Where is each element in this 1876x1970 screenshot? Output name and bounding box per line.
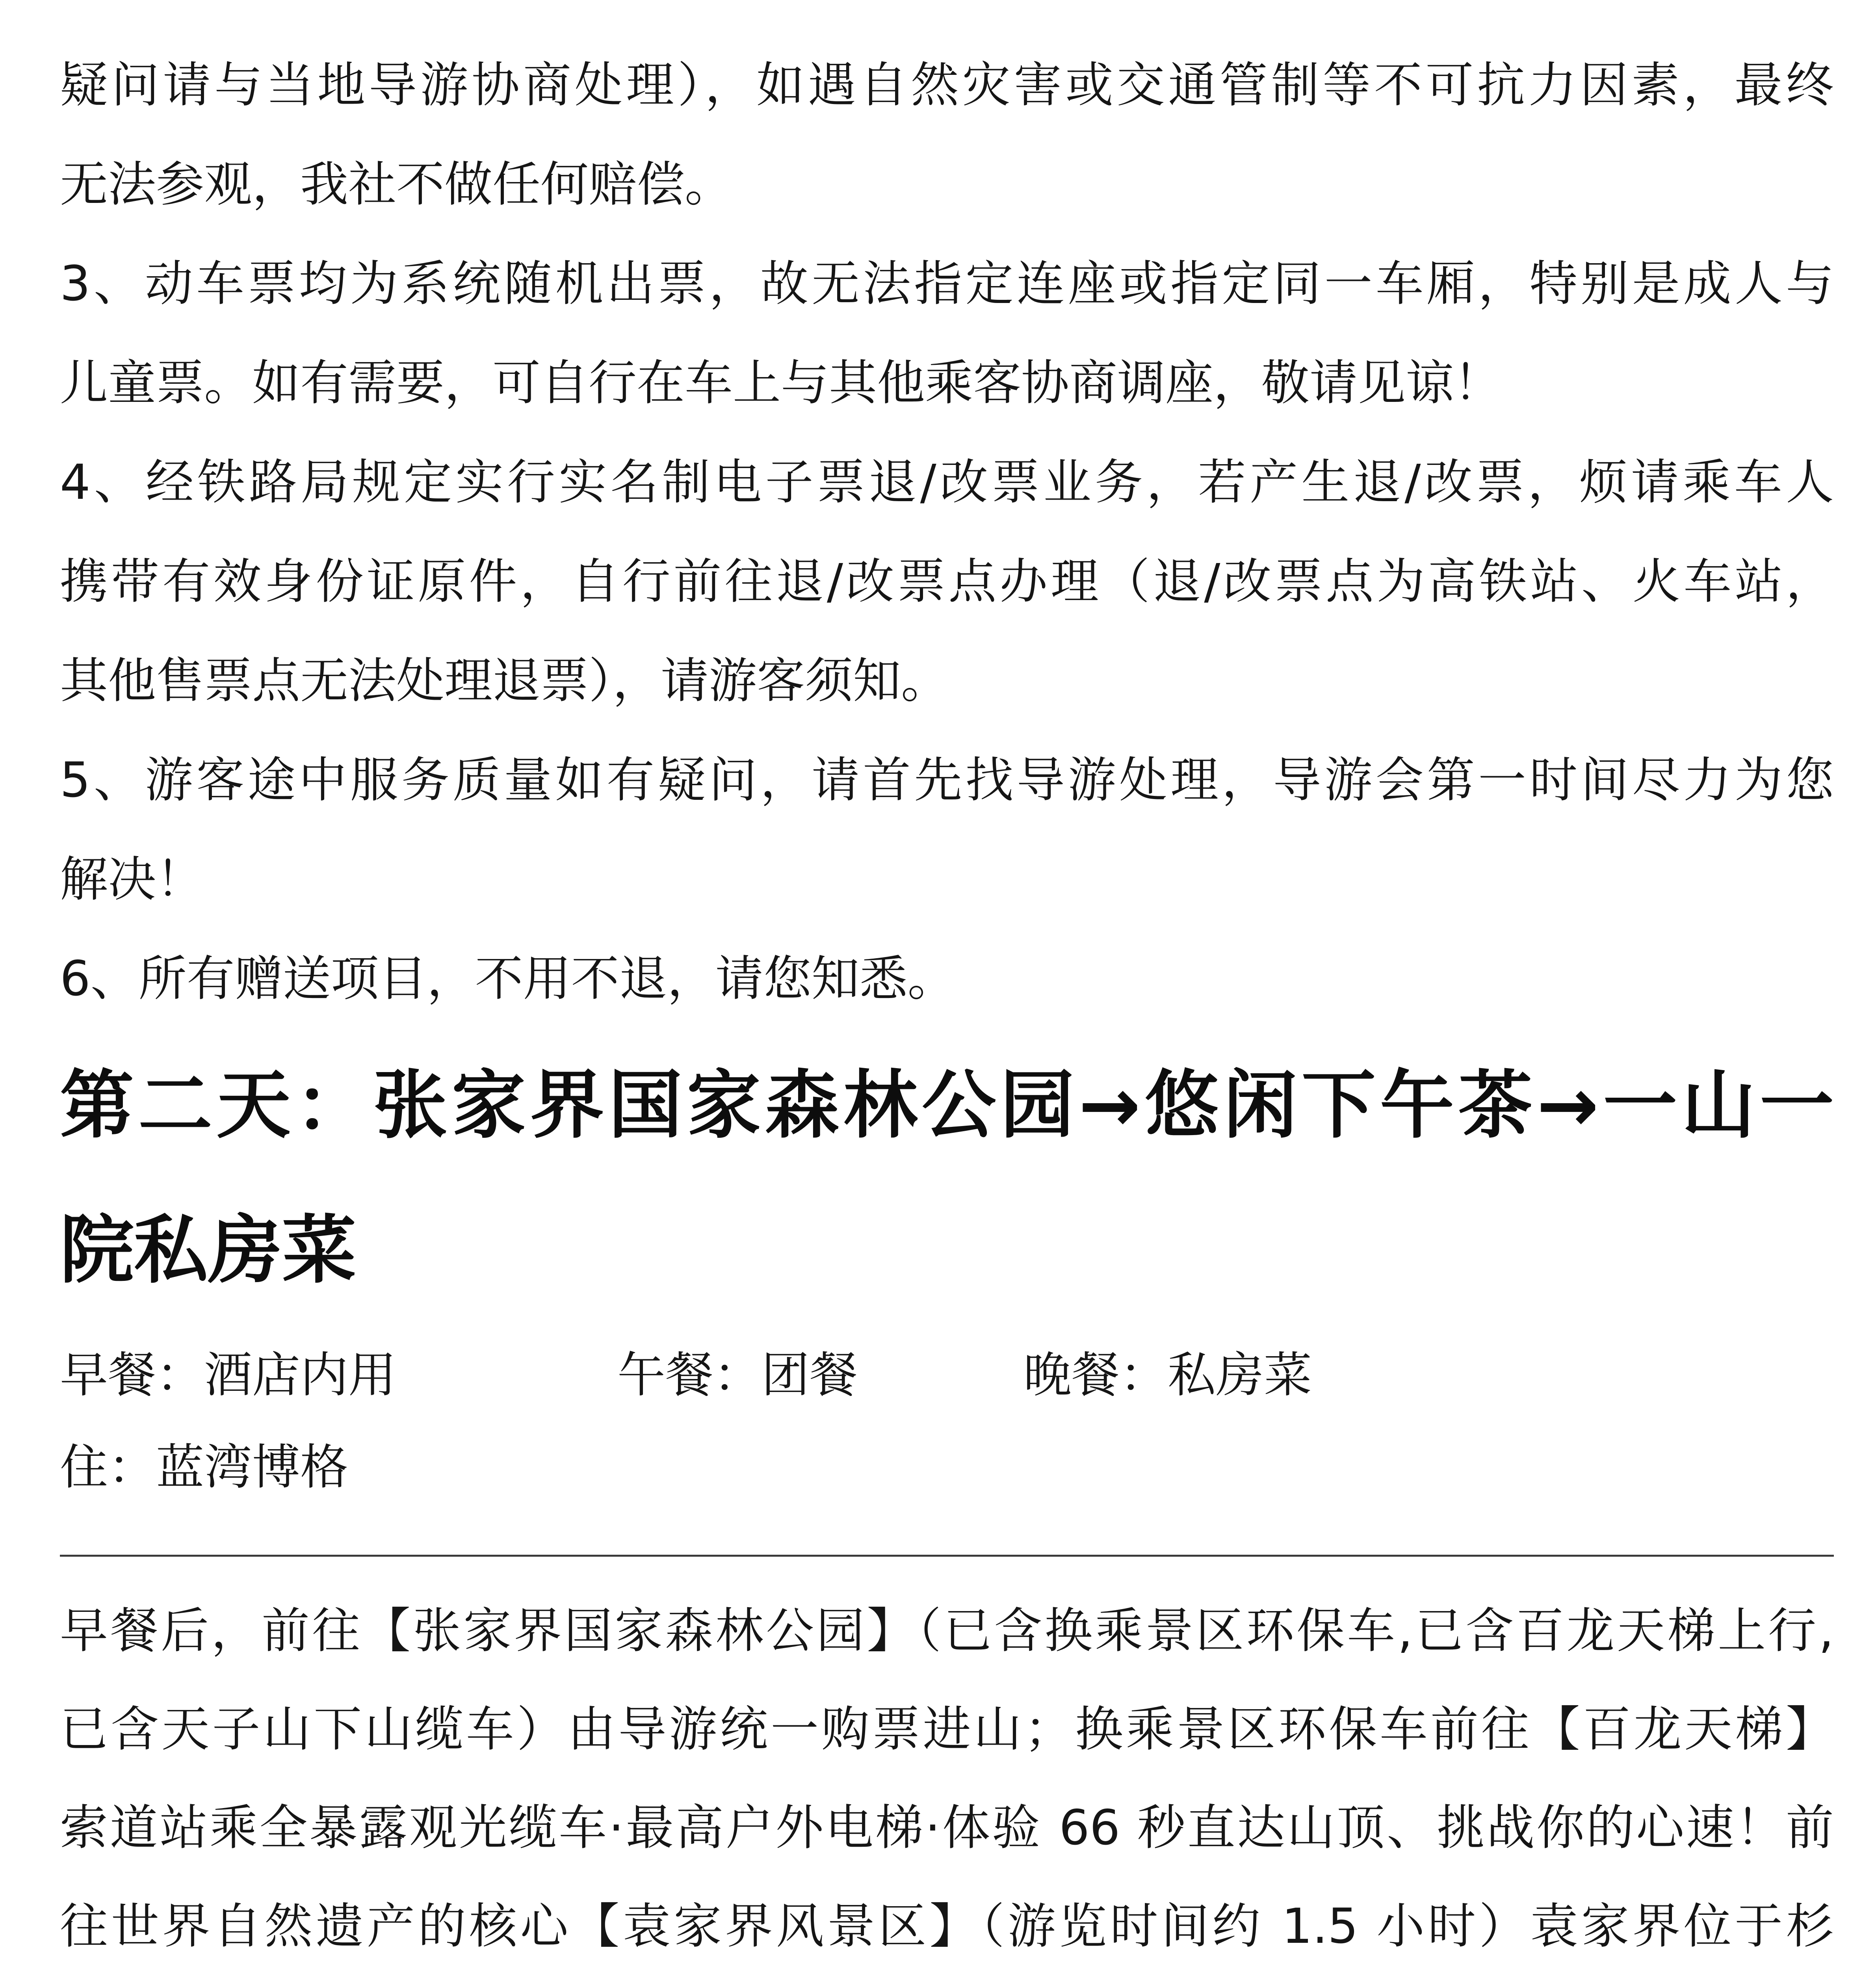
note-line: 6、所有赠送项目，不用不退，请您知悉。: [60, 951, 956, 1007]
meals-row: [60, 1329, 1834, 1421]
hotel-info: 住：蓝湾博格: [60, 1439, 348, 1495]
day-title-line: 第二天：张家界国家森林公园→悠闲下午茶→一山一: [60, 1062, 1834, 1149]
day-title: [60, 1033, 1834, 1323]
description-line: 早餐后，前往【张家界国家森林公园】（已含换乘景区环保车,已含百龙天梯上行,: [60, 1603, 1834, 1659]
note-line: 无法参观，我社不做任何赔偿。: [60, 156, 733, 212]
divider: [60, 1555, 1834, 1557]
breakfast-info: 早餐：酒店内用: [60, 1347, 396, 1403]
day-title-line: 院私房菜: [60, 1207, 356, 1294]
lunch-info: 午餐：团餐: [617, 1347, 858, 1403]
description-line: 往世界自然遗产的核心【袁家界风景区】（游览时间约 1.5 小时）袁家界位于杉: [60, 1898, 1834, 1954]
itinerary-description: [60, 1582, 1834, 1970]
note-line: 儿童票。如有需要，可自行在车上与其他乘客协商调座，敬请见谅！: [60, 355, 1502, 411]
note-line: 疑问请与当地导游协商处理），如遇自然灾害或交通管制等不可抗力因素，最终: [60, 57, 1834, 113]
note-line: 其他售票点无法处理退票），请游客须知。: [60, 653, 949, 709]
dinner-info: 晚餐：私房菜: [1023, 1347, 1312, 1403]
description-line: 已含天子山下山缆车）由导游统一购票进山；换乘景区环保车前往【百龙天梯】: [60, 1701, 1834, 1757]
note-line: 3、动车票均为系统随机出票，故无法指定连座或指定同一车厢，特别是成人与: [60, 256, 1834, 312]
note-line: 携带有效身份证原件，自行前往退/改票点办理（退/改票点为高铁站、火车站，: [60, 554, 1834, 610]
notes-section: [60, 35, 1834, 1028]
note-line: 4、经铁路局规定实行实名制电子票退/改票业务，若产生退/改票，烦请乘车人: [60, 454, 1834, 510]
note-line: 解决！: [60, 851, 204, 907]
note-line: 5、游客途中服务质量如有疑问，请首先找导游处理，导游会第一时间尽力为您: [60, 752, 1834, 808]
description-line: 索道站乘全暴露观光缆车·最高户外电梯·体验 66 秒直达山顶、挑战你的心速！前: [60, 1800, 1834, 1856]
